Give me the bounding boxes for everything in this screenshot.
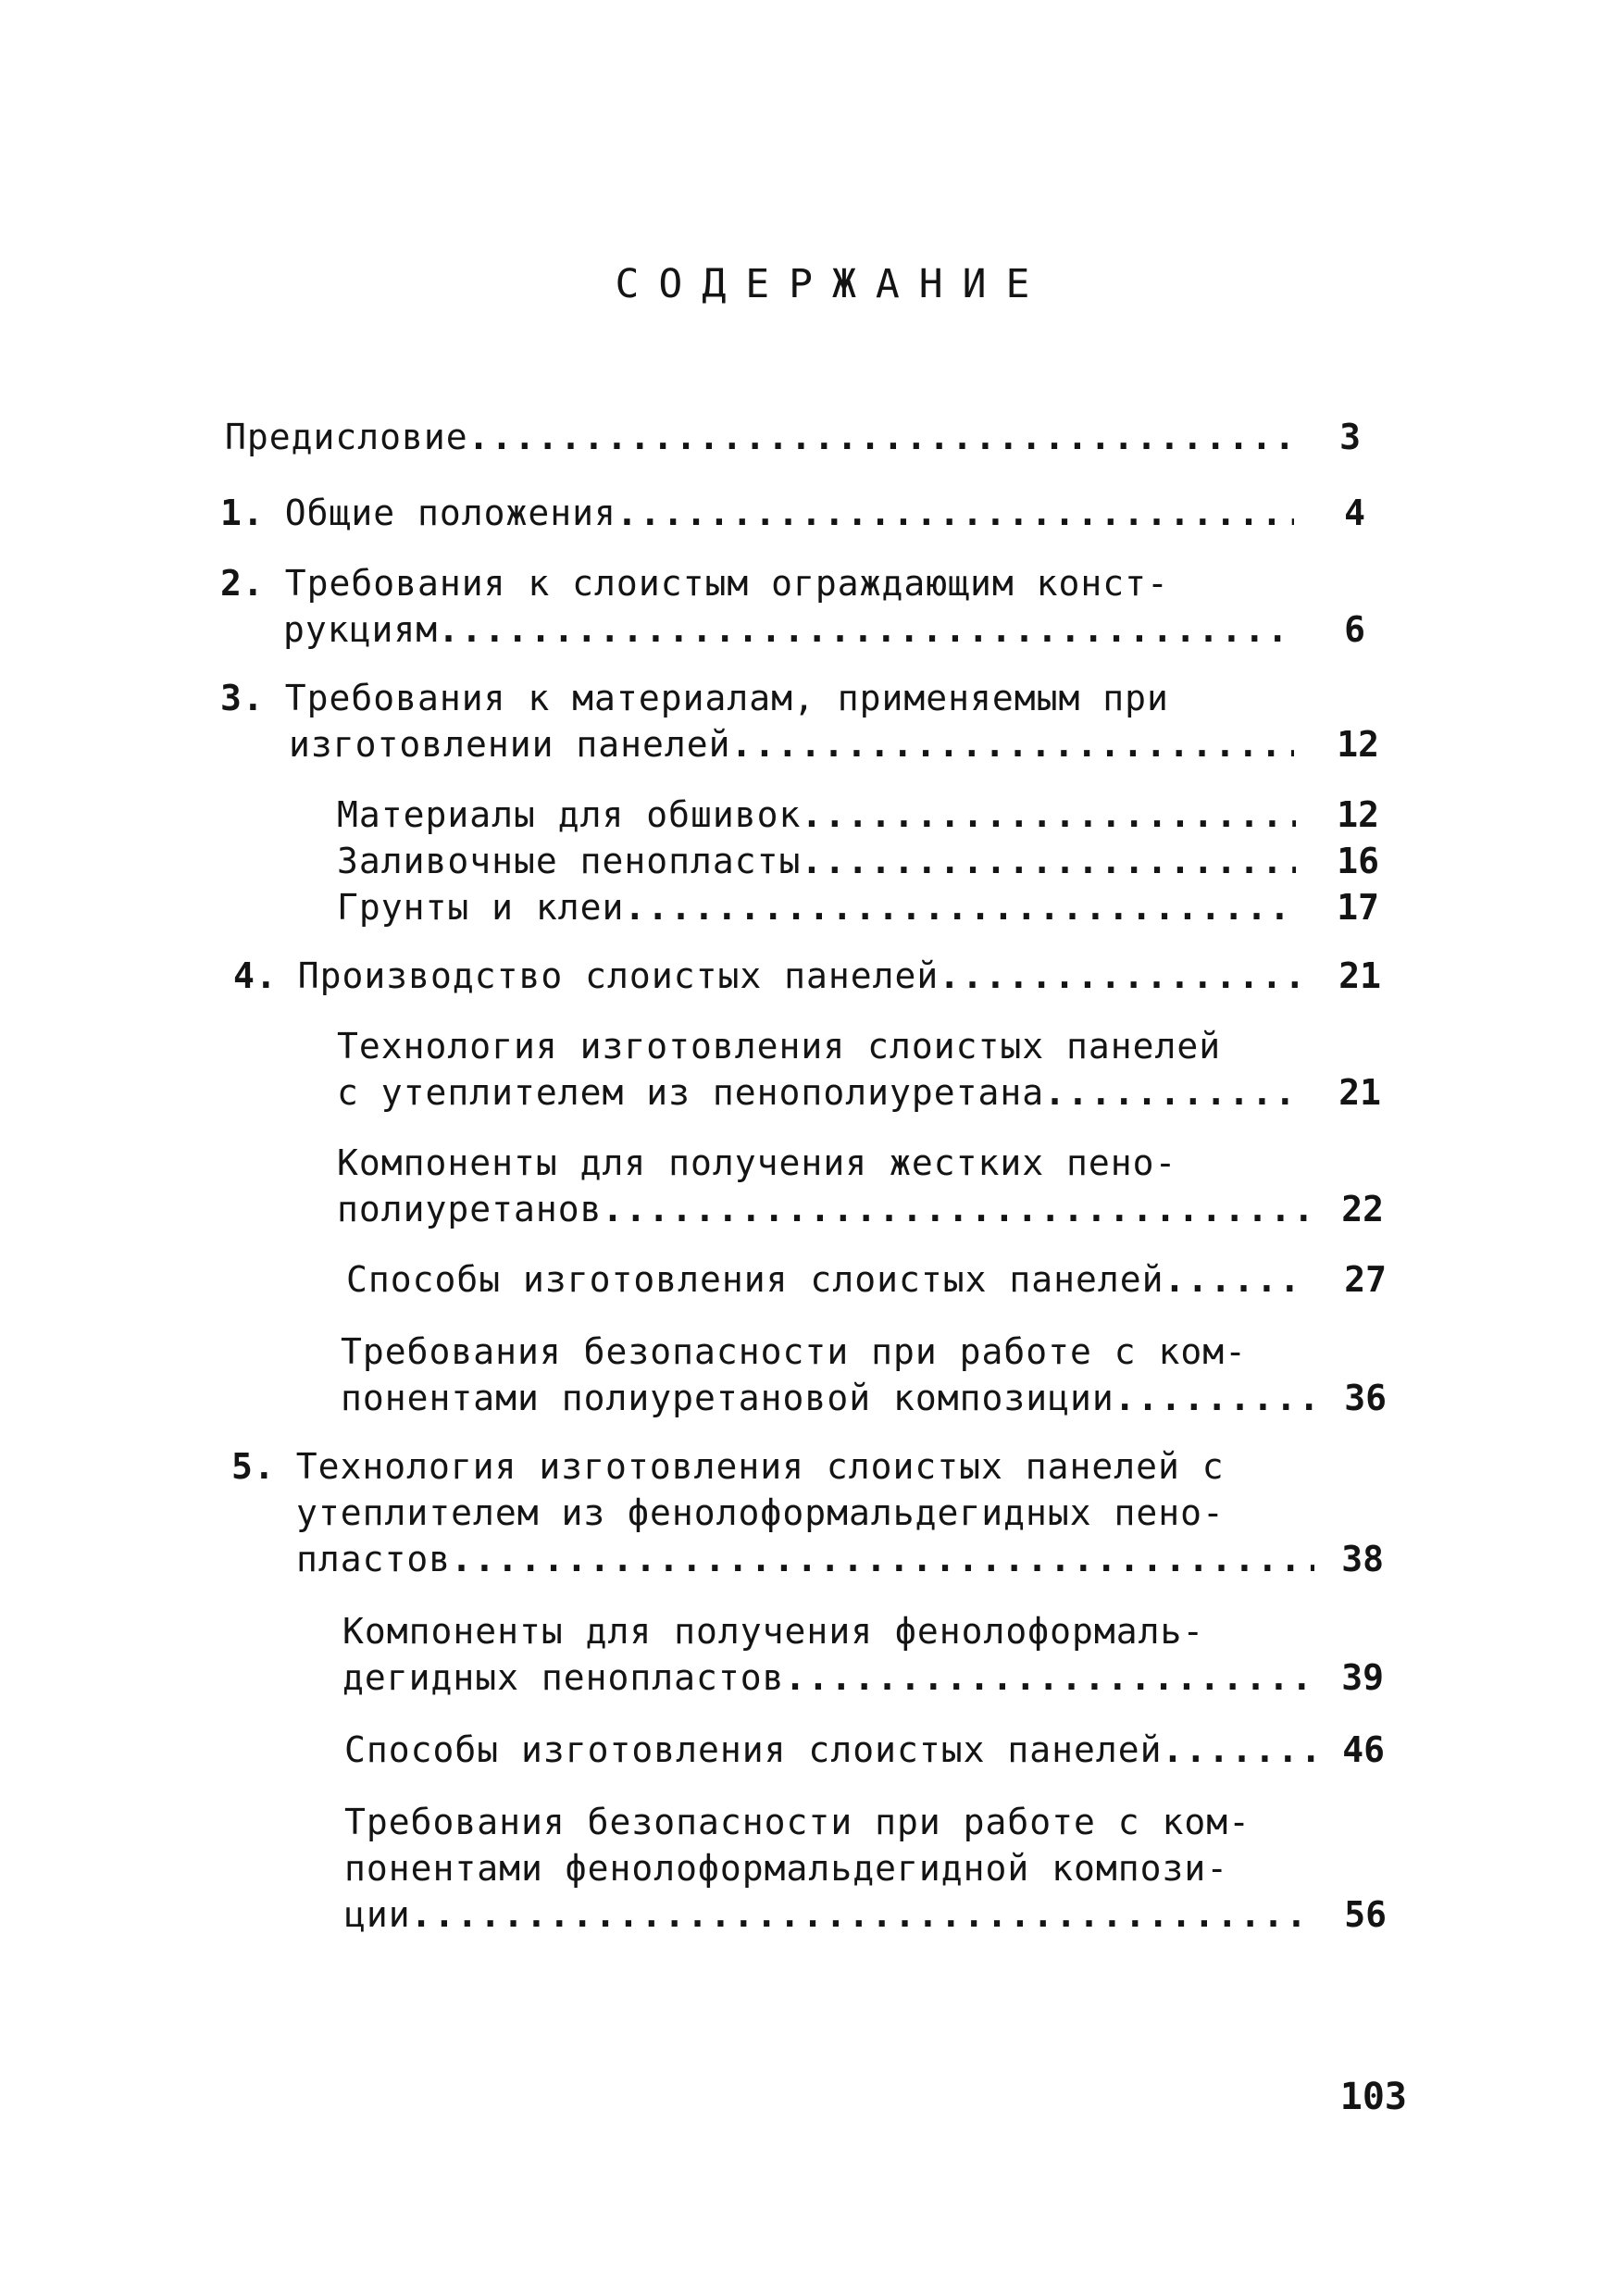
- toc-page-number: 4: [1344, 493, 1365, 533]
- toc-entry-subsection[interactable]: [342, 1609, 1361, 1653]
- dot-leader: [731, 722, 1294, 767]
- toc-page-number: 38: [1341, 1539, 1384, 1579]
- toc-entry-subsection[interactable]: [346, 1257, 1309, 1302]
- toc-entry-subsection[interactable]: [337, 839, 1296, 883]
- dot-leader: [801, 792, 1296, 837]
- toc-entry-text: Компоненты для получения жестких пено-: [337, 1142, 1177, 1183]
- toc-entry-section-1[interactable]: [220, 491, 1294, 535]
- toc-entry-text: ции: [344, 1894, 411, 1935]
- toc-entry-text: с утеплителем из пенополиуретана: [337, 1072, 1045, 1113]
- toc-page-number: 56: [1344, 1894, 1387, 1935]
- toc-page-number: 3: [1339, 417, 1361, 457]
- toc-entry-text: Требования безопасности при работе с ком-: [344, 1802, 1251, 1842]
- toc-page-number: 17: [1337, 887, 1379, 928]
- toc-entry-text: понентами фенолоформальдегидной компози-: [344, 1848, 1229, 1889]
- page-title: СОДЕРЖАНИЕ: [615, 261, 1050, 307]
- toc-entry-text: Материалы для обшивок: [337, 794, 802, 835]
- toc-page-number: 27: [1344, 1259, 1387, 1300]
- toc-page-number: 46: [1342, 1729, 1385, 1770]
- toc-entry-subsection[interactable]: [337, 1141, 1355, 1185]
- toc-page-number: 12: [1337, 794, 1379, 835]
- toc-entry-subsection-cont: [342, 1655, 1314, 1700]
- toc-entry-section-2-cont: [283, 607, 1294, 652]
- toc-entry-section-5-cont: [296, 1491, 1351, 1535]
- toc-entry-text: Технология изготовления слоистых панелей: [337, 1026, 1222, 1067]
- toc-page-number: 21: [1338, 955, 1381, 996]
- toc-entry-subsection[interactable]: [344, 1728, 1316, 1772]
- dot-leader: [616, 491, 1294, 535]
- toc-page-number: 12: [1337, 724, 1379, 765]
- toc-entry-subsection[interactable]: [341, 1329, 1359, 1374]
- toc-entry-text: понентами полиуретановой композиции: [341, 1378, 1114, 1418]
- toc-entry-text: полиуретанов: [337, 1189, 603, 1229]
- toc-entry-text: Заливочные пенопласты: [337, 841, 802, 881]
- dot-leader: [801, 839, 1296, 883]
- toc-page-number: 36: [1344, 1378, 1387, 1418]
- toc-entry-section-2[interactable]: [220, 561, 1331, 605]
- toc-page-number: 39: [1341, 1657, 1384, 1698]
- toc-entry-text: Компоненты для получения фенолоформаль-: [342, 1611, 1205, 1652]
- toc-entry-text: Предисловие: [225, 417, 468, 457]
- toc-entry-subsection[interactable]: [337, 1024, 1355, 1068]
- toc-entry-text: Способы изготовления слоистых панелей: [344, 1729, 1163, 1770]
- toc-entry-subsection-cont: [337, 1187, 1309, 1231]
- toc-entry-subsection-cont: [344, 1892, 1316, 1937]
- toc-entry-subsection-cont: [341, 1376, 1313, 1420]
- toc-entry-text: Технология изготовления слоистых панелей с: [295, 1446, 1225, 1487]
- toc-entry-section-3[interactable]: [220, 676, 1331, 720]
- dot-leader: [451, 1537, 1314, 1581]
- page-number: 103: [1339, 2076, 1407, 2118]
- toc-page-number: 6: [1344, 609, 1365, 650]
- dot-leader: [1162, 1728, 1316, 1772]
- toc-page-number: 21: [1338, 1072, 1381, 1113]
- toc-entry-text: утеплителем из фенолоформальдегидных пено-: [296, 1492, 1225, 1533]
- toc-entry-subsection[interactable]: [337, 885, 1296, 930]
- dot-leader: [603, 1187, 1309, 1231]
- toc-entry-preface[interactable]: [225, 415, 1289, 459]
- toc-entry-subsection[interactable]: [344, 1800, 1363, 1844]
- toc-entry-text: рукциям: [283, 609, 439, 650]
- toc-entry-subsection[interactable]: [337, 792, 1296, 837]
- toc-page-number: 16: [1337, 841, 1379, 881]
- dot-leader: [438, 607, 1294, 652]
- dot-leader: [1114, 1376, 1313, 1420]
- section-number: 3.: [220, 678, 265, 718]
- toc-entry-section-3-cont: [289, 722, 1294, 767]
- toc-entry-subsection-cont: [344, 1846, 1363, 1890]
- section-number: 4.: [233, 955, 278, 996]
- toc-entry-text: Требования безопасности при работе с ком-: [341, 1331, 1247, 1372]
- toc-entry-text: изготовлении панелей: [289, 724, 731, 765]
- toc-entry-text: пластов: [296, 1539, 452, 1579]
- section-number: 1.: [220, 493, 265, 533]
- toc-entry-section-4[interactable]: [233, 954, 1298, 998]
- toc-entry-section-5-cont: [296, 1537, 1314, 1581]
- dot-leader: [939, 954, 1298, 998]
- dot-leader: [624, 885, 1296, 930]
- dot-leader: [1164, 1257, 1309, 1302]
- toc-entry-text: Производство слоистых панелей: [297, 955, 940, 996]
- dot-leader: [411, 1892, 1316, 1937]
- dot-leader: [1044, 1070, 1300, 1115]
- toc-entry-section-5[interactable]: [231, 1444, 1361, 1489]
- section-number: 2.: [220, 563, 265, 604]
- toc-entry-text: Требования к слоистым ограждающим конст-: [284, 563, 1169, 604]
- dot-leader: [468, 415, 1289, 459]
- toc-entry-subsection-cont: [337, 1070, 1300, 1115]
- toc-entry-text: Грунты и клеи: [337, 887, 625, 928]
- toc-page-number: 22: [1341, 1189, 1384, 1229]
- dot-leader: [785, 1655, 1314, 1700]
- section-number: 5.: [231, 1446, 276, 1487]
- toc-entry-text: Общие положения: [284, 493, 616, 533]
- toc-entry-text: Требования к материалам, применяемым при: [284, 678, 1169, 718]
- toc-entry-text: дегидных пенопластов: [342, 1657, 785, 1698]
- toc-entry-text: Способы изготовления слоистых панелей: [346, 1259, 1164, 1300]
